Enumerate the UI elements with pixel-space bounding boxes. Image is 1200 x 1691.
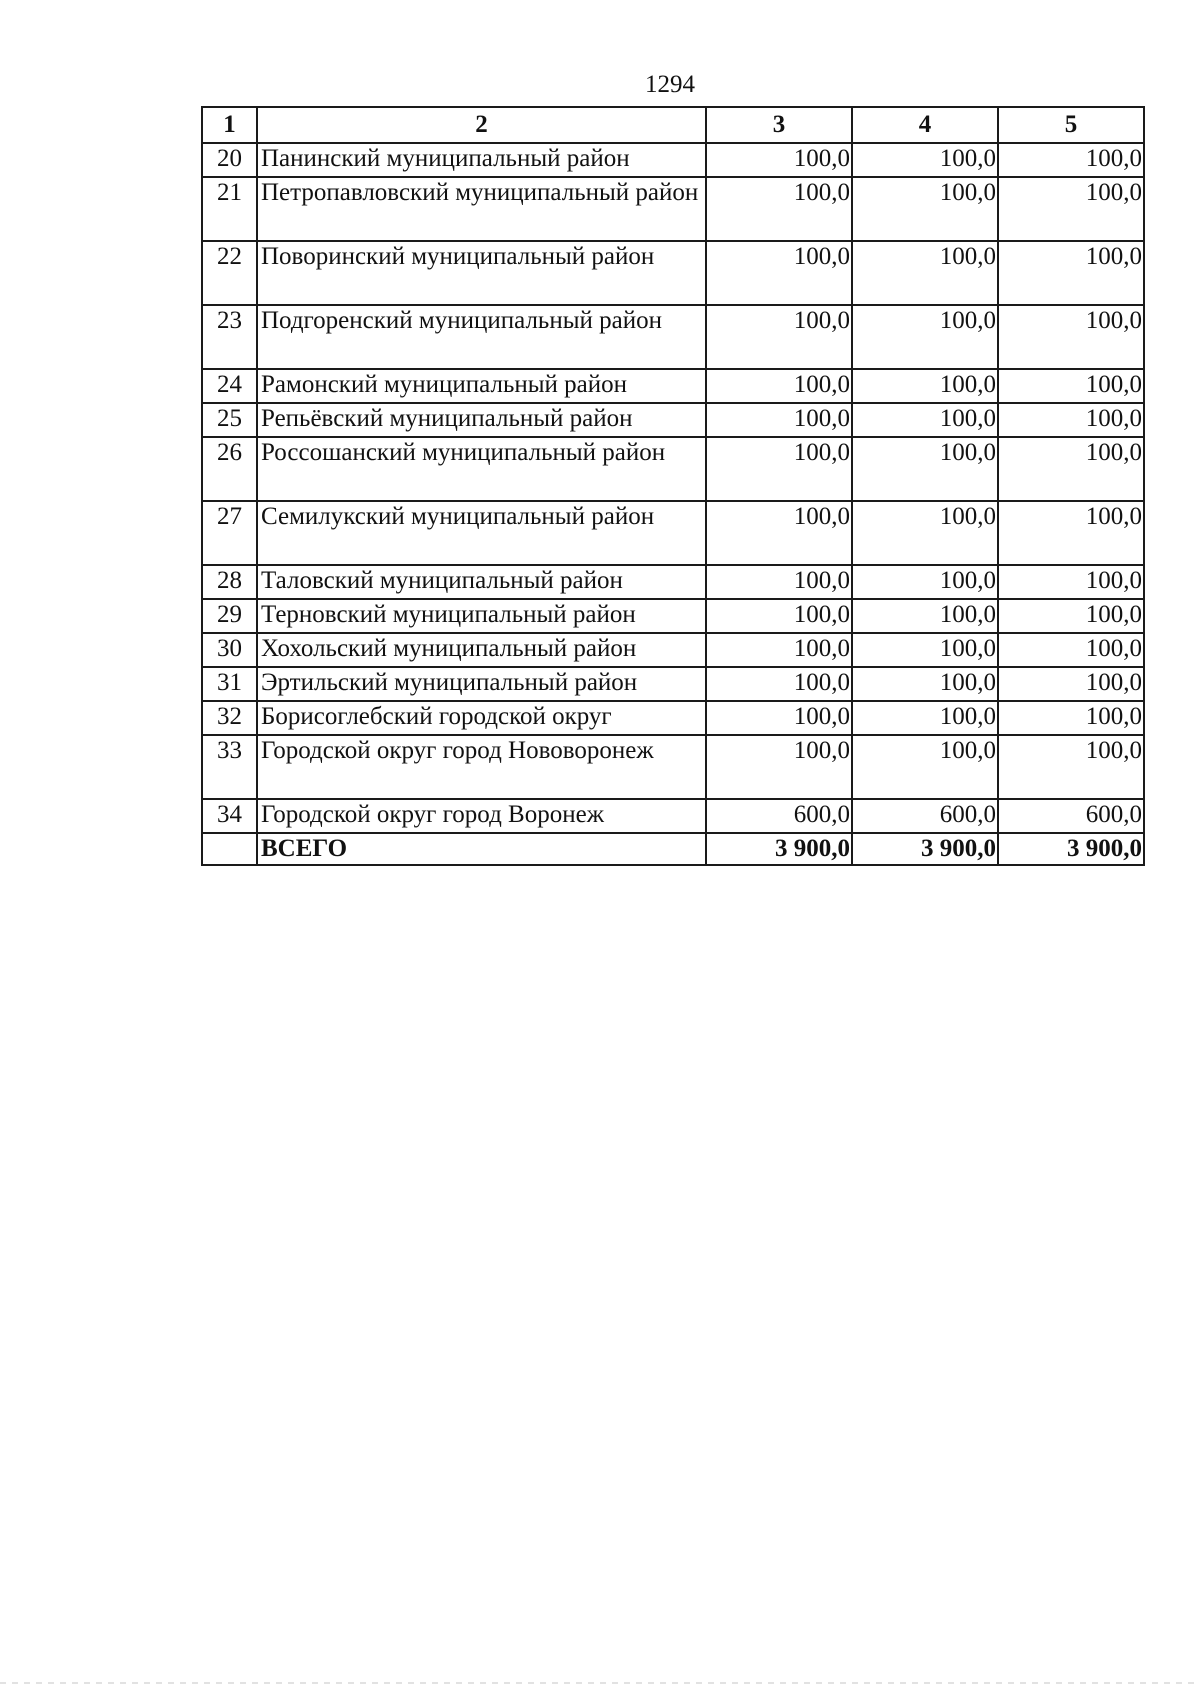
page-number: 1294 — [645, 71, 695, 98]
value-col-4: 100,0 — [852, 177, 998, 241]
row-number: 23 — [202, 305, 257, 369]
column-header-1: 1 — [202, 107, 257, 143]
value-col-5: 100,0 — [998, 177, 1144, 241]
value-col-4: 100,0 — [852, 735, 998, 799]
value-col-3: 100,0 — [706, 501, 852, 565]
table-row — [202, 403, 1144, 437]
table-row — [202, 305, 1144, 369]
budget-table — [201, 106, 1145, 866]
value-col-5: 100,0 — [998, 701, 1144, 735]
district-name: Петропавловский муниципальный район — [257, 177, 706, 241]
district-name: Поворинский муниципальный район — [257, 241, 706, 305]
value-col-3: 100,0 — [706, 633, 852, 667]
table-row — [202, 667, 1144, 701]
column-header-5: 5 — [998, 107, 1144, 143]
district-name: Россошанский муниципальный район — [257, 437, 706, 501]
row-number: 22 — [202, 241, 257, 305]
value-col-5: 100,0 — [998, 667, 1144, 701]
value-col-4: 100,0 — [852, 599, 998, 633]
table-row — [202, 369, 1144, 403]
row-number: 34 — [202, 799, 257, 833]
district-name: Панинский муниципальный район — [257, 143, 706, 177]
value-col-4: 100,0 — [852, 437, 998, 501]
table-header-row — [202, 107, 1144, 143]
table-row — [202, 701, 1144, 735]
value-col-4: 600,0 — [852, 799, 998, 833]
scan-artifact — [0, 1682, 1200, 1684]
value-col-5: 100,0 — [998, 369, 1144, 403]
total-col-3: 3 900,0 — [706, 833, 852, 865]
value-col-3: 100,0 — [706, 143, 852, 177]
table-row — [202, 565, 1144, 599]
value-col-4: 100,0 — [852, 633, 998, 667]
district-name: Городской округ город Воронеж — [257, 799, 706, 833]
district-name: Репьёвский муниципальный район — [257, 403, 706, 437]
table-row — [202, 633, 1144, 667]
district-name: Борисоглебский городской округ — [257, 701, 706, 735]
value-col-3: 100,0 — [706, 403, 852, 437]
value-col-4: 100,0 — [852, 501, 998, 565]
row-number: 33 — [202, 735, 257, 799]
district-name: Городской округ город Нововоронеж — [257, 735, 706, 799]
table-row — [202, 501, 1144, 565]
district-name: Семилукский муниципальный район — [257, 501, 706, 565]
value-col-3: 100,0 — [706, 735, 852, 799]
table-row — [202, 437, 1144, 501]
total-row — [202, 833, 1144, 865]
district-name: Подгоренский муниципальный район — [257, 305, 706, 369]
value-col-3: 100,0 — [706, 565, 852, 599]
value-col-4: 100,0 — [852, 305, 998, 369]
district-name: Эртильский муниципальный район — [257, 667, 706, 701]
table-row — [202, 799, 1144, 833]
district-name: Терновский муниципальный район — [257, 599, 706, 633]
value-col-3: 100,0 — [706, 241, 852, 305]
row-number: 31 — [202, 667, 257, 701]
value-col-4: 100,0 — [852, 403, 998, 437]
row-number: 32 — [202, 701, 257, 735]
value-col-5: 100,0 — [998, 735, 1144, 799]
value-col-5: 100,0 — [998, 501, 1144, 565]
value-col-4: 100,0 — [852, 701, 998, 735]
value-col-3: 100,0 — [706, 599, 852, 633]
total-col-5: 3 900,0 — [998, 833, 1144, 865]
value-col-5: 100,0 — [998, 305, 1144, 369]
table-row — [202, 735, 1144, 799]
table-row — [202, 241, 1144, 305]
value-col-5: 100,0 — [998, 437, 1144, 501]
value-col-3: 100,0 — [706, 701, 852, 735]
value-col-5: 100,0 — [998, 241, 1144, 305]
row-number: 26 — [202, 437, 257, 501]
value-col-3: 600,0 — [706, 799, 852, 833]
total-number-cell — [202, 833, 257, 865]
district-name: Рамонский муниципальный район — [257, 369, 706, 403]
value-col-3: 100,0 — [706, 437, 852, 501]
table-row — [202, 143, 1144, 177]
district-name: Хохольский муниципальный район — [257, 633, 706, 667]
value-col-4: 100,0 — [852, 143, 998, 177]
row-number: 21 — [202, 177, 257, 241]
value-col-4: 100,0 — [852, 241, 998, 305]
value-col-3: 100,0 — [706, 177, 852, 241]
row-number: 29 — [202, 599, 257, 633]
district-name: Таловский муниципальный район — [257, 565, 706, 599]
value-col-3: 100,0 — [706, 305, 852, 369]
total-col-4: 3 900,0 — [852, 833, 998, 865]
column-header-2: 2 — [257, 107, 706, 143]
value-col-4: 100,0 — [852, 369, 998, 403]
column-header-3: 3 — [706, 107, 852, 143]
total-label: ВСЕГО — [257, 833, 706, 865]
value-col-4: 100,0 — [852, 565, 998, 599]
value-col-5: 100,0 — [998, 565, 1144, 599]
row-number: 24 — [202, 369, 257, 403]
value-col-5: 100,0 — [998, 143, 1144, 177]
value-col-4: 100,0 — [852, 667, 998, 701]
value-col-3: 100,0 — [706, 667, 852, 701]
column-header-4: 4 — [852, 107, 998, 143]
value-col-5: 100,0 — [998, 599, 1144, 633]
table-row — [202, 177, 1144, 241]
table-row — [202, 599, 1144, 633]
value-col-5: 100,0 — [998, 633, 1144, 667]
row-number: 25 — [202, 403, 257, 437]
value-col-5: 100,0 — [998, 403, 1144, 437]
row-number: 28 — [202, 565, 257, 599]
value-col-5: 600,0 — [998, 799, 1144, 833]
row-number: 30 — [202, 633, 257, 667]
row-number: 20 — [202, 143, 257, 177]
value-col-3: 100,0 — [706, 369, 852, 403]
row-number: 27 — [202, 501, 257, 565]
